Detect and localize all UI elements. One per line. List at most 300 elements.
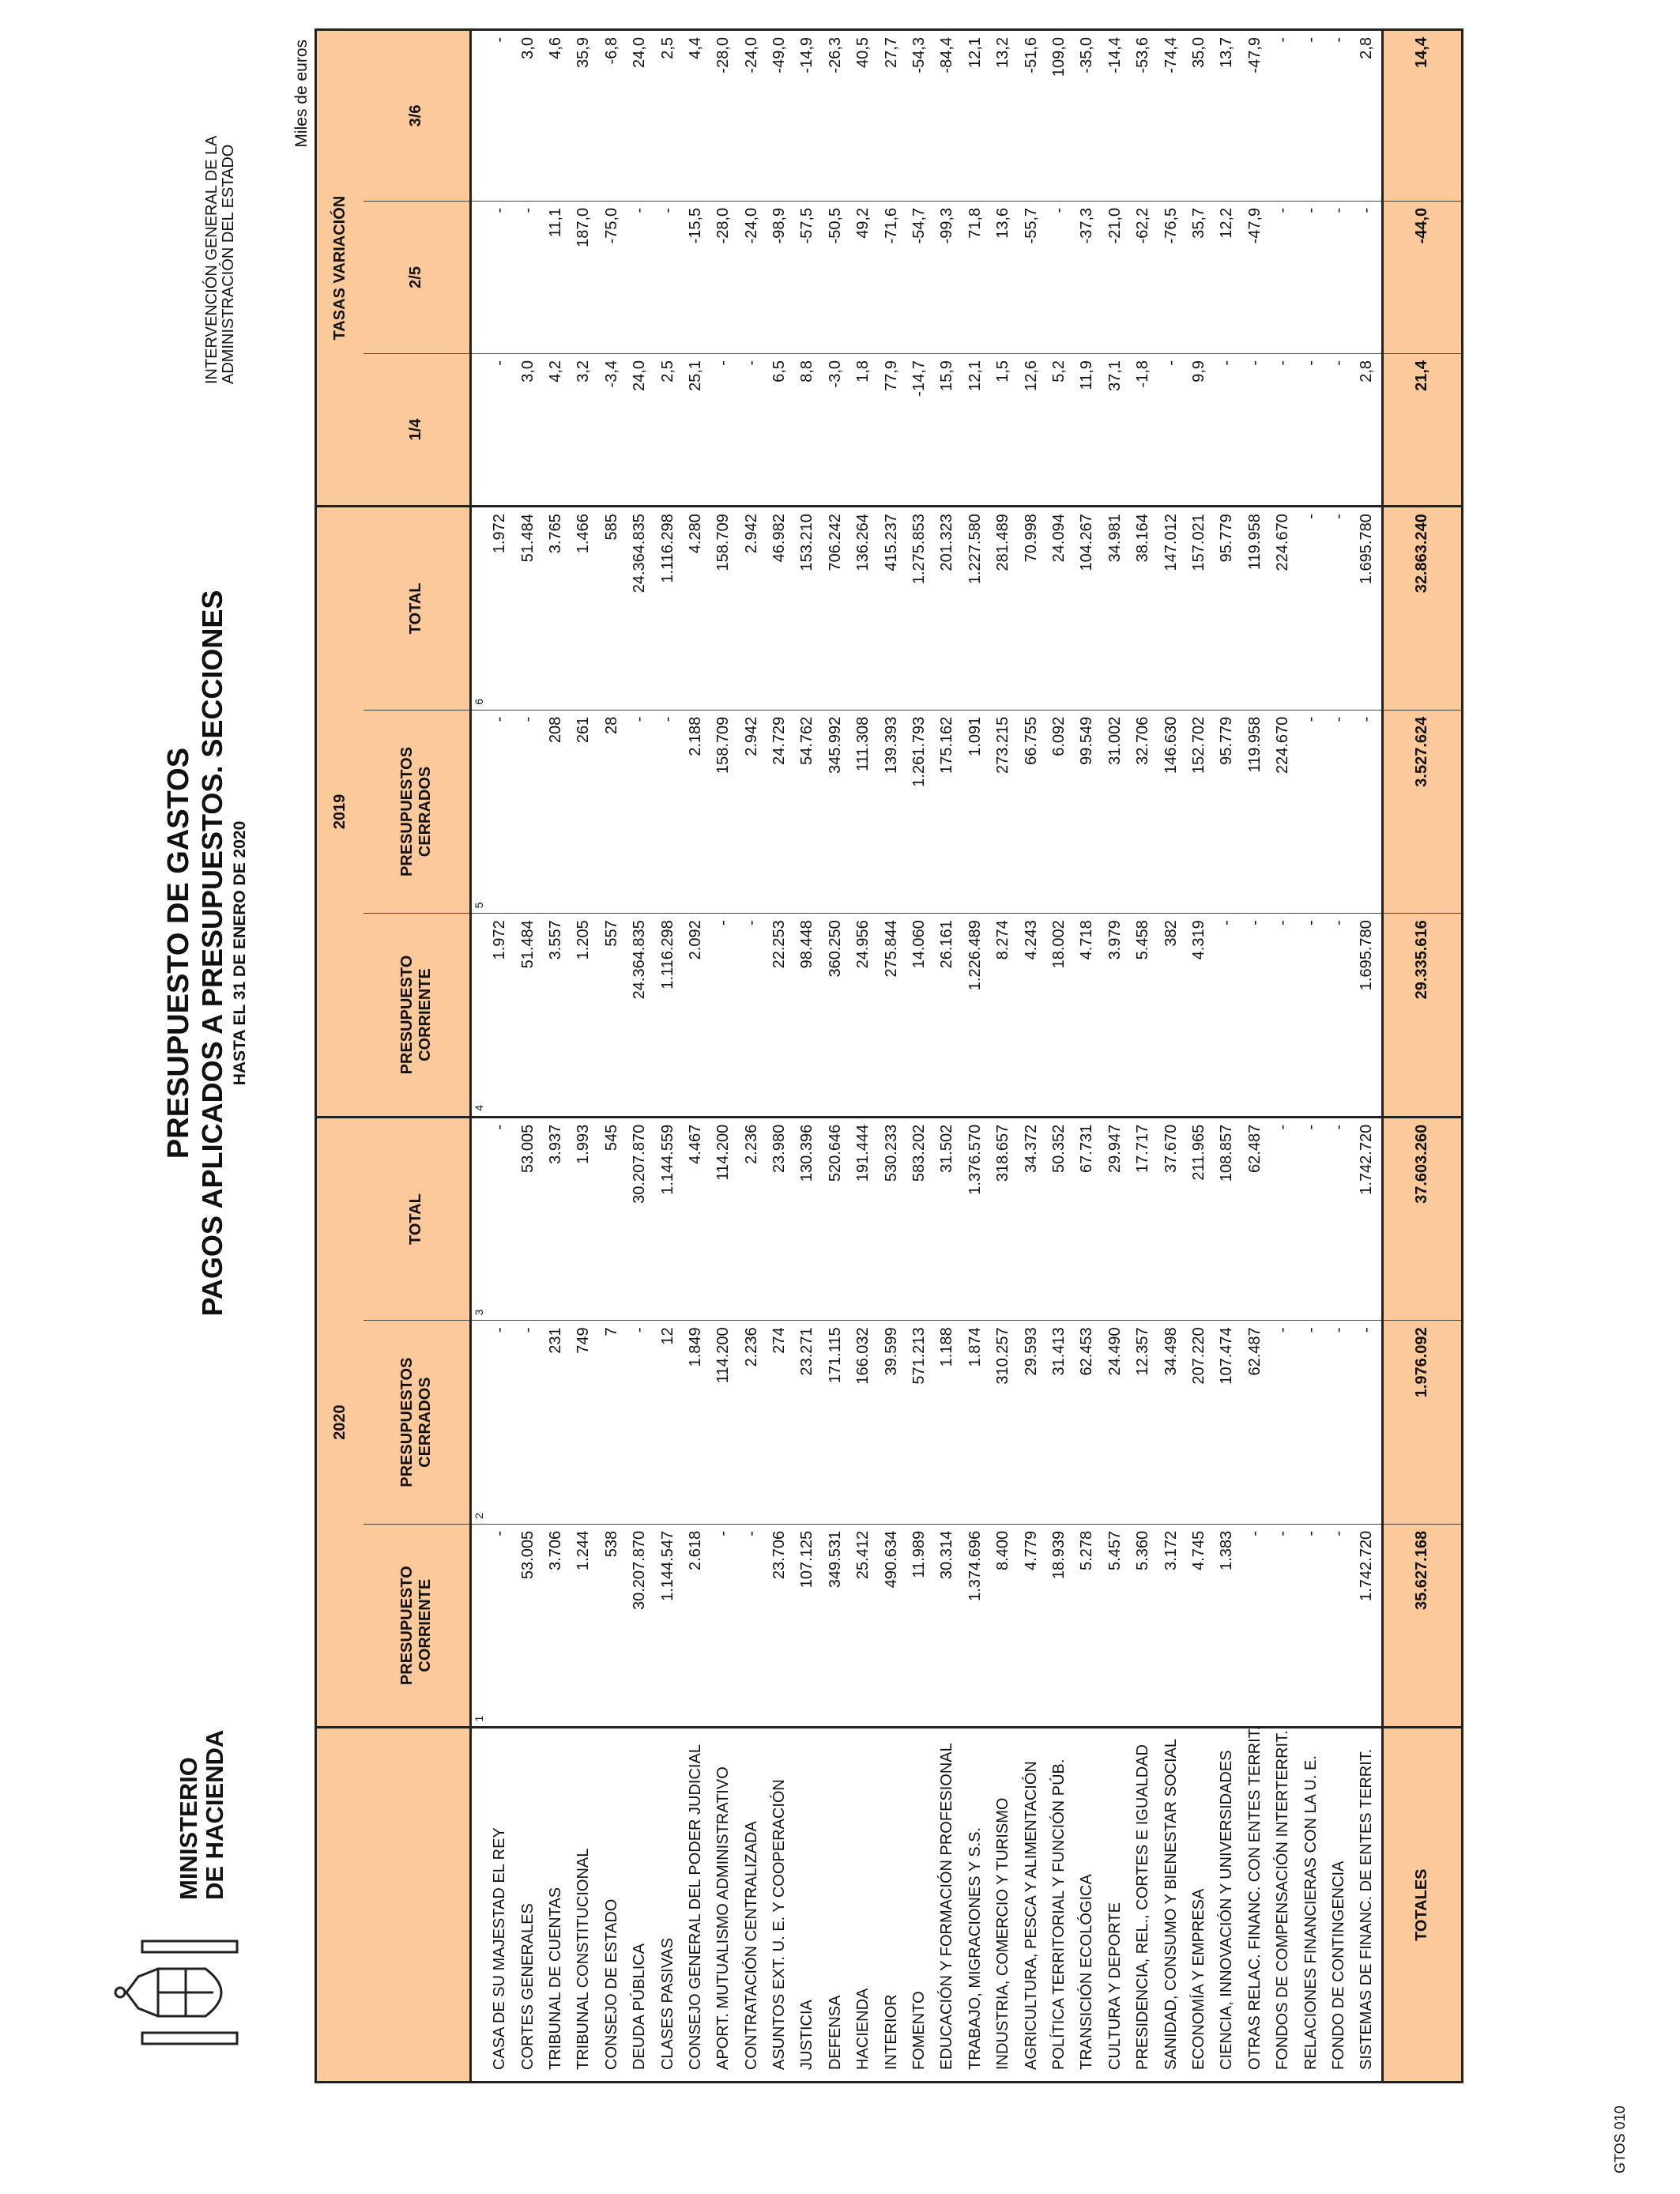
cell-value: 4.745 [1189, 1530, 1207, 1570]
cell-value: -71,6 [877, 201, 905, 353]
cell-value: - [491, 1530, 509, 1536]
cell-value: - [626, 710, 654, 914]
cell-value: - [1353, 1321, 1382, 1525]
cell-value: 1.116.298 [658, 920, 676, 990]
column-index: 2 [471, 1321, 487, 1525]
cell-value: 224.670 [1269, 507, 1297, 711]
section-name: CONSEJO GENERAL DEL PODER JUDICIAL [682, 1728, 710, 2083]
header-rates: TASAS VARIACIÓN [316, 30, 363, 507]
cell-value: 46.982 [766, 507, 793, 711]
cell-value: 18.002 [1050, 920, 1068, 969]
cell-value: - [1301, 920, 1320, 925]
table-row [570, 30, 597, 2083]
section-name: OTRAS RELAC. FINANC. CON ENTES TERRIT. [1241, 1728, 1269, 2083]
cell-value: 4,6 [542, 30, 570, 202]
table-row [1157, 30, 1185, 2083]
cell-value: 24.364.835 [631, 920, 649, 1000]
total-value: -44,0 [1382, 201, 1462, 353]
cell-value: 9,9 [1189, 360, 1207, 383]
table-row [1353, 30, 1382, 2083]
cell-value: 261 [570, 710, 597, 914]
section-name: PRESIDENCIA, REL., CORTES E IGUALDAD [1129, 1728, 1157, 2083]
column-index: 5 [471, 710, 487, 914]
section-name: SISTEMAS DE FINANC. DE ENTES TERRIT. [1353, 1728, 1382, 2083]
cell-value: 108.857 [1213, 1117, 1241, 1321]
cell-value: 2,8 [1358, 360, 1376, 383]
cell-value: - [1325, 1117, 1353, 1321]
cell-value: 111.308 [849, 710, 877, 914]
section-name: CONSEJO DE ESTADO [598, 1728, 626, 2083]
cell-value: - [1325, 30, 1353, 202]
cell-value: -47,9 [1241, 30, 1269, 202]
cell-value: 4.467 [682, 1117, 710, 1321]
cell-value: 8.400 [994, 1530, 1012, 1570]
cell-value: - [626, 1321, 654, 1525]
cell-value: 211.965 [1185, 1117, 1213, 1321]
cell-value: 37.670 [1157, 1117, 1185, 1321]
cell-value: 3.706 [546, 1530, 564, 1570]
table-row [877, 30, 905, 2083]
cell-value: - [654, 710, 681, 914]
cell-value: 1.226.489 [966, 920, 984, 991]
cell-value: 34.981 [1102, 507, 1129, 711]
cell-value: 62.487 [1241, 1321, 1269, 1525]
total-value: 32.863.240 [1382, 507, 1462, 711]
table-row [1102, 30, 1129, 2083]
cell-value: 6.092 [1045, 710, 1073, 914]
table-row [1045, 30, 1073, 2083]
cell-value: 29.593 [1017, 1321, 1045, 1525]
cell-value: - [1274, 1530, 1292, 1536]
section-name: FONDOS DE COMPENSACIÓN INTERTERRIT. [1269, 1728, 1297, 2083]
cell-value: -54,3 [906, 30, 933, 202]
col-2019-corriente: PRESUPUESTO CORRIENTE [363, 914, 471, 1118]
coat-of-arms-icon [111, 1933, 253, 2052]
cell-value: 24.956 [854, 920, 872, 969]
cell-value: 28 [598, 710, 626, 914]
cell-value: 54.762 [793, 710, 821, 914]
cell-value: 31.002 [1102, 710, 1129, 914]
cell-value: 40,5 [849, 30, 877, 202]
cell-value: - [1245, 360, 1264, 366]
cell-value: - [1297, 30, 1324, 202]
cell-value: 415.237 [877, 507, 905, 711]
cell-value: 5.457 [1106, 1530, 1124, 1570]
cell-value: 11,9 [1078, 360, 1096, 390]
cell-value: -53,6 [1129, 30, 1157, 202]
cell-value: -50,5 [822, 201, 849, 353]
cell-value: 207.220 [1185, 1321, 1213, 1525]
cell-value: 1.849 [682, 1321, 710, 1525]
col-rate-1-4: 1/4 [363, 353, 471, 506]
cell-value: -84,4 [933, 30, 961, 202]
cell-value: - [1269, 1117, 1297, 1321]
total-value: 35.627.168 [1382, 1524, 1462, 1728]
cell-value: 71,8 [962, 201, 989, 353]
cell-value: 31.413 [1045, 1321, 1073, 1525]
cell-value: 2.236 [738, 1321, 766, 1525]
report-title [162, 558, 250, 1348]
cell-value: 275.844 [882, 920, 900, 978]
cell-value: 2,5 [654, 30, 681, 202]
header-2020: 2020 [316, 1117, 363, 1728]
cell-value: - [714, 360, 733, 366]
cell-value: - [1297, 507, 1324, 711]
cell-value: - [1274, 920, 1292, 925]
units-label: Miles de euros [292, 40, 311, 148]
cell-value: 158.709 [710, 507, 737, 711]
cell-value: -51,6 [1017, 30, 1045, 202]
col-2020-cerrados: PRESUPUESTOS CERRADOS [363, 1321, 471, 1525]
cell-value: 208 [542, 710, 570, 914]
total-value: 21,4 [1382, 353, 1462, 506]
cell-value: 157.021 [1185, 507, 1213, 711]
cell-value: - [1269, 1321, 1297, 1525]
cell-value: 12,2 [1213, 201, 1241, 353]
cell-value: -62,2 [1129, 201, 1157, 353]
cell-value: - [714, 1530, 733, 1536]
cell-value: 62.453 [1073, 1321, 1101, 1525]
table-row [962, 30, 989, 2083]
cell-value: 12,1 [962, 30, 989, 202]
column-index: 3 [471, 1117, 487, 1321]
cell-value: - [742, 1530, 760, 1536]
cell-value: 139.393 [877, 710, 905, 914]
cell-value: - [486, 1321, 514, 1525]
cell-value: 146.630 [1157, 710, 1185, 914]
cell-value: 1.993 [570, 1117, 597, 1321]
cell-value: - [1353, 201, 1382, 353]
cell-value: 187,0 [570, 201, 597, 353]
cell-value: - [486, 30, 514, 202]
section-name: TRIBUNAL DE CUENTAS [542, 1728, 570, 2083]
sections-table [315, 28, 1463, 2083]
total-value: 14,4 [1382, 30, 1462, 202]
cell-value: 583.202 [906, 1117, 933, 1321]
cell-value: - [1325, 710, 1353, 914]
section-name: DEUDA PÚBLICA [626, 1728, 654, 2083]
cell-value: 22.253 [770, 920, 789, 969]
cell-value: - [486, 1117, 514, 1321]
report-code: GTOS 010 [1612, 2105, 1628, 2173]
cell-value: 571.213 [906, 1321, 933, 1525]
cell-value: -37,3 [1073, 201, 1101, 353]
section-name: CLASES PASIVAS [654, 1728, 681, 2083]
cell-value: 231 [542, 1321, 570, 1525]
section-name: CIENCIA, INNOVACIÓN Y UNIVERSIDADES [1213, 1728, 1241, 2083]
cell-value: 37,1 [1106, 360, 1124, 391]
cell-value: -57,5 [793, 201, 821, 353]
table-row [1325, 30, 1353, 2083]
cell-value: 136.264 [849, 507, 877, 711]
header-blank [316, 1728, 471, 2083]
cell-value: -14,7 [910, 360, 929, 397]
cell-value: 2.618 [686, 1530, 704, 1570]
table-row [710, 30, 737, 2083]
cell-value: 31.502 [933, 1117, 961, 1321]
table-row [514, 30, 541, 2083]
cell-value: 5.458 [1134, 920, 1152, 960]
cell-value: 30.314 [938, 1530, 956, 1580]
cell-value: 1.874 [962, 1321, 989, 1525]
total-value: 37.603.260 [1382, 1117, 1462, 1321]
cell-value: 24.364.835 [626, 507, 654, 711]
cell-value: 538 [602, 1530, 620, 1558]
cell-value: 104.267 [1073, 507, 1101, 711]
col-2020-corriente: PRESUPUESTO CORRIENTE [363, 1524, 471, 1728]
cell-value: 1.374.696 [966, 1530, 984, 1601]
cell-value: - [1269, 30, 1297, 202]
cell-value: 8.274 [994, 920, 1012, 960]
cell-value: 24.490 [1102, 1321, 1129, 1525]
cell-value: 175.162 [933, 710, 961, 914]
table-row [626, 30, 654, 2083]
cell-value: 1.466 [570, 507, 597, 711]
cell-value: 7 [598, 1321, 626, 1525]
cell-value: 349.531 [826, 1530, 844, 1589]
cell-value: 14.060 [910, 920, 929, 969]
cell-value: 2,5 [658, 360, 676, 383]
cell-value: - [1301, 1530, 1320, 1536]
cell-value: 1.383 [1218, 1530, 1236, 1570]
cell-value: 1.144.547 [658, 1530, 676, 1601]
index-blank [471, 201, 487, 353]
cell-value: 98.448 [798, 920, 816, 969]
cell-value: 4.243 [1022, 920, 1040, 960]
cell-value: 4.718 [1078, 920, 1096, 960]
header-2019: 2019 [316, 507, 363, 1118]
cell-value: - [1329, 1530, 1347, 1536]
igae-line-2: ADMINISTRACIÓN DEL ESTADO [220, 144, 237, 384]
cell-value: - [486, 710, 514, 914]
cell-value: 706.242 [822, 507, 849, 711]
cell-value: 18.939 [1050, 1530, 1068, 1580]
cell-value: - [1329, 920, 1347, 925]
cell-value: 30.207.870 [626, 1117, 654, 1321]
total-value: 29.335.616 [1382, 914, 1462, 1118]
cell-value: -1,8 [1134, 360, 1152, 388]
table-row [598, 30, 626, 2083]
index-blank [471, 353, 487, 506]
cell-value: 32.706 [1129, 710, 1157, 914]
cell-value: - [1045, 201, 1073, 353]
column-index: 4 [473, 1105, 485, 1111]
cell-value: 12,6 [1022, 360, 1040, 391]
section-name: DEFENSA [822, 1728, 849, 2083]
cell-value: 34.498 [1157, 1321, 1185, 1525]
totals-label: TOTALES [1382, 1728, 1462, 2083]
cell-value: - [486, 201, 514, 353]
cell-value: 1,8 [854, 360, 872, 383]
table-row [682, 30, 710, 2083]
title-line-1: PRESUPUESTO DE GASTOS [162, 747, 195, 1159]
cell-value: 158.709 [710, 710, 737, 914]
cell-value: 1.742.720 [1358, 1530, 1376, 1601]
cell-value: -28,0 [710, 30, 737, 202]
cell-value: 4,4 [682, 30, 710, 202]
cell-value: 23.271 [793, 1321, 821, 1525]
cell-value: 1.742.720 [1353, 1117, 1382, 1321]
igae-line-1: INTERVENCIÓN GENERAL DE LA [203, 135, 220, 384]
cell-value: -54,7 [906, 201, 933, 353]
section-name: RELACIONES FINANCIERAS CON LA U. E. [1297, 1728, 1324, 2083]
cell-value: 318.657 [989, 1117, 1017, 1321]
cell-value: 585 [598, 507, 626, 711]
table-row [1129, 30, 1157, 2083]
cell-value: 4,2 [546, 360, 564, 383]
cell-value: 153.210 [793, 507, 821, 711]
cell-value: 201.323 [933, 507, 961, 711]
cell-value: 191.444 [849, 1117, 877, 1321]
cell-value: 166.032 [849, 1321, 877, 1525]
section-name: JUSTICIA [793, 1728, 821, 2083]
cell-value: 2.236 [738, 1117, 766, 1321]
cell-value: 1.091 [962, 710, 989, 914]
cell-value: 310.257 [989, 1321, 1017, 1525]
cell-value: 24.094 [1045, 507, 1073, 711]
cell-value: 749 [570, 1321, 597, 1525]
cell-value: 557 [602, 920, 620, 947]
cell-value: 1.261.793 [906, 710, 933, 914]
col-rate-3-6: 3/6 [363, 30, 471, 202]
cell-value: 109,0 [1045, 30, 1073, 202]
cell-value: 171.115 [822, 1321, 849, 1525]
cell-value: - [1297, 1117, 1324, 1321]
index-blank [471, 1728, 487, 2083]
cell-value: 1.376.570 [962, 1117, 989, 1321]
ministry-line-1: MINISTERIO [175, 1757, 202, 1900]
cell-value: -6,8 [598, 30, 626, 202]
table-row [849, 30, 877, 2083]
cell-value: 13,7 [1213, 30, 1241, 202]
cell-value: - [654, 201, 681, 353]
cell-value: -75,0 [598, 201, 626, 353]
cell-value: 15,9 [938, 360, 956, 391]
cell-value: 360.250 [826, 920, 844, 978]
cell-value: -24,0 [738, 201, 766, 353]
section-name: FOMENTO [906, 1728, 933, 2083]
cell-value: -76,5 [1157, 201, 1185, 353]
cell-value: -49,0 [766, 30, 793, 202]
cell-value: 3.937 [542, 1117, 570, 1321]
cell-value: 1.972 [491, 920, 509, 960]
cell-value: 95.779 [1213, 710, 1241, 914]
cell-value: -98,9 [766, 201, 793, 353]
cell-value: 34.372 [1017, 1117, 1045, 1321]
cell-value: 8,8 [798, 360, 816, 383]
table-row [486, 30, 514, 2083]
cell-value: 1.244 [574, 1530, 593, 1570]
cell-value: 5.360 [1134, 1530, 1152, 1570]
cell-value: 2,8 [1353, 30, 1382, 202]
section-name: CULTURA Y DEPORTE [1102, 1728, 1129, 2083]
cell-value: 49,2 [849, 201, 877, 353]
cell-value: 1.695.780 [1353, 507, 1382, 711]
cell-value: 3,0 [514, 30, 541, 202]
cell-value: 12.357 [1129, 1321, 1157, 1525]
table-row [906, 30, 933, 2083]
cell-value: 12,1 [966, 360, 984, 391]
table-row [542, 30, 570, 2083]
cell-value: - [1297, 1321, 1324, 1525]
section-name: TRIBUNAL CONSTITUCIONAL [570, 1728, 597, 2083]
cell-value: 224.670 [1269, 710, 1297, 914]
table-row [654, 30, 681, 2083]
cell-value: 1.144.559 [654, 1117, 681, 1321]
table-row [1297, 30, 1324, 2083]
table-row [793, 30, 821, 2083]
cell-value: - [1301, 360, 1320, 366]
cell-value: -14,4 [1102, 30, 1129, 202]
cell-value: 53.005 [518, 1530, 537, 1580]
column-index: 1 [473, 1715, 485, 1722]
cell-value: 1.188 [933, 1321, 961, 1525]
cell-value: -26,3 [822, 30, 849, 202]
cell-value: 3.765 [542, 507, 570, 711]
cell-value: 1.275.853 [906, 507, 933, 711]
cell-value: 107.474 [1213, 1321, 1241, 1525]
cell-value: - [514, 1321, 541, 1525]
table-row [738, 30, 766, 2083]
cell-value: 107.125 [798, 1530, 816, 1589]
cell-value: - [1218, 920, 1236, 925]
cell-value: 114.200 [710, 1321, 737, 1525]
cell-value: - [1353, 710, 1382, 914]
cell-value: - [1325, 507, 1353, 711]
cell-value: 50.352 [1045, 1117, 1073, 1321]
cell-value: - [1325, 1321, 1353, 1525]
col-2019-total: TOTAL [363, 507, 471, 711]
cell-value: 11.989 [910, 1530, 929, 1578]
table-row [766, 30, 793, 2083]
section-name: INDUSTRIA, COMERCIO Y TURISMO [989, 1728, 1017, 2083]
cell-value: 23.706 [770, 1530, 789, 1580]
cell-value: 273.215 [989, 710, 1017, 914]
cell-value: - [714, 920, 733, 925]
table-row [1073, 30, 1101, 2083]
cell-value: 5,2 [1050, 360, 1068, 383]
cell-value: - [742, 360, 760, 366]
cell-value: 13,6 [989, 201, 1017, 353]
table-row [1269, 30, 1297, 2083]
table-row [1017, 30, 1045, 2083]
cell-value: 152.702 [1185, 710, 1213, 914]
table-row [1185, 30, 1213, 2083]
cell-value: 30.207.870 [631, 1530, 649, 1611]
cell-value: - [1162, 360, 1180, 366]
cell-value: 2.942 [738, 710, 766, 914]
cell-value: 274 [766, 1321, 793, 1525]
cell-value: 29.947 [1102, 1117, 1129, 1321]
cell-value: - [1274, 360, 1292, 366]
cell-value: 1.972 [486, 507, 514, 711]
cell-value: -3,4 [602, 360, 620, 388]
cell-value: 24,0 [631, 360, 649, 391]
cell-value: 3,0 [518, 360, 537, 383]
section-name: HACIENDA [849, 1728, 877, 2083]
cell-value: 12 [654, 1321, 681, 1525]
section-name: ECONOMÍA Y EMPRESA [1185, 1728, 1213, 2083]
section-name: EDUCACIÓN Y FORMACIÓN PROFESIONAL [933, 1728, 961, 2083]
cell-value: 53.005 [514, 1117, 541, 1321]
cell-value: 17.717 [1129, 1117, 1157, 1321]
cell-value: 62.487 [1241, 1117, 1269, 1321]
cell-value: 77,9 [882, 360, 900, 391]
cell-value: 1.695.780 [1358, 920, 1376, 991]
cell-value: - [626, 201, 654, 353]
column-index-row [471, 30, 487, 2083]
section-name: POLÍTICA TERRITORIAL Y FUNCIÓN PÚB. [1045, 1728, 1073, 2083]
